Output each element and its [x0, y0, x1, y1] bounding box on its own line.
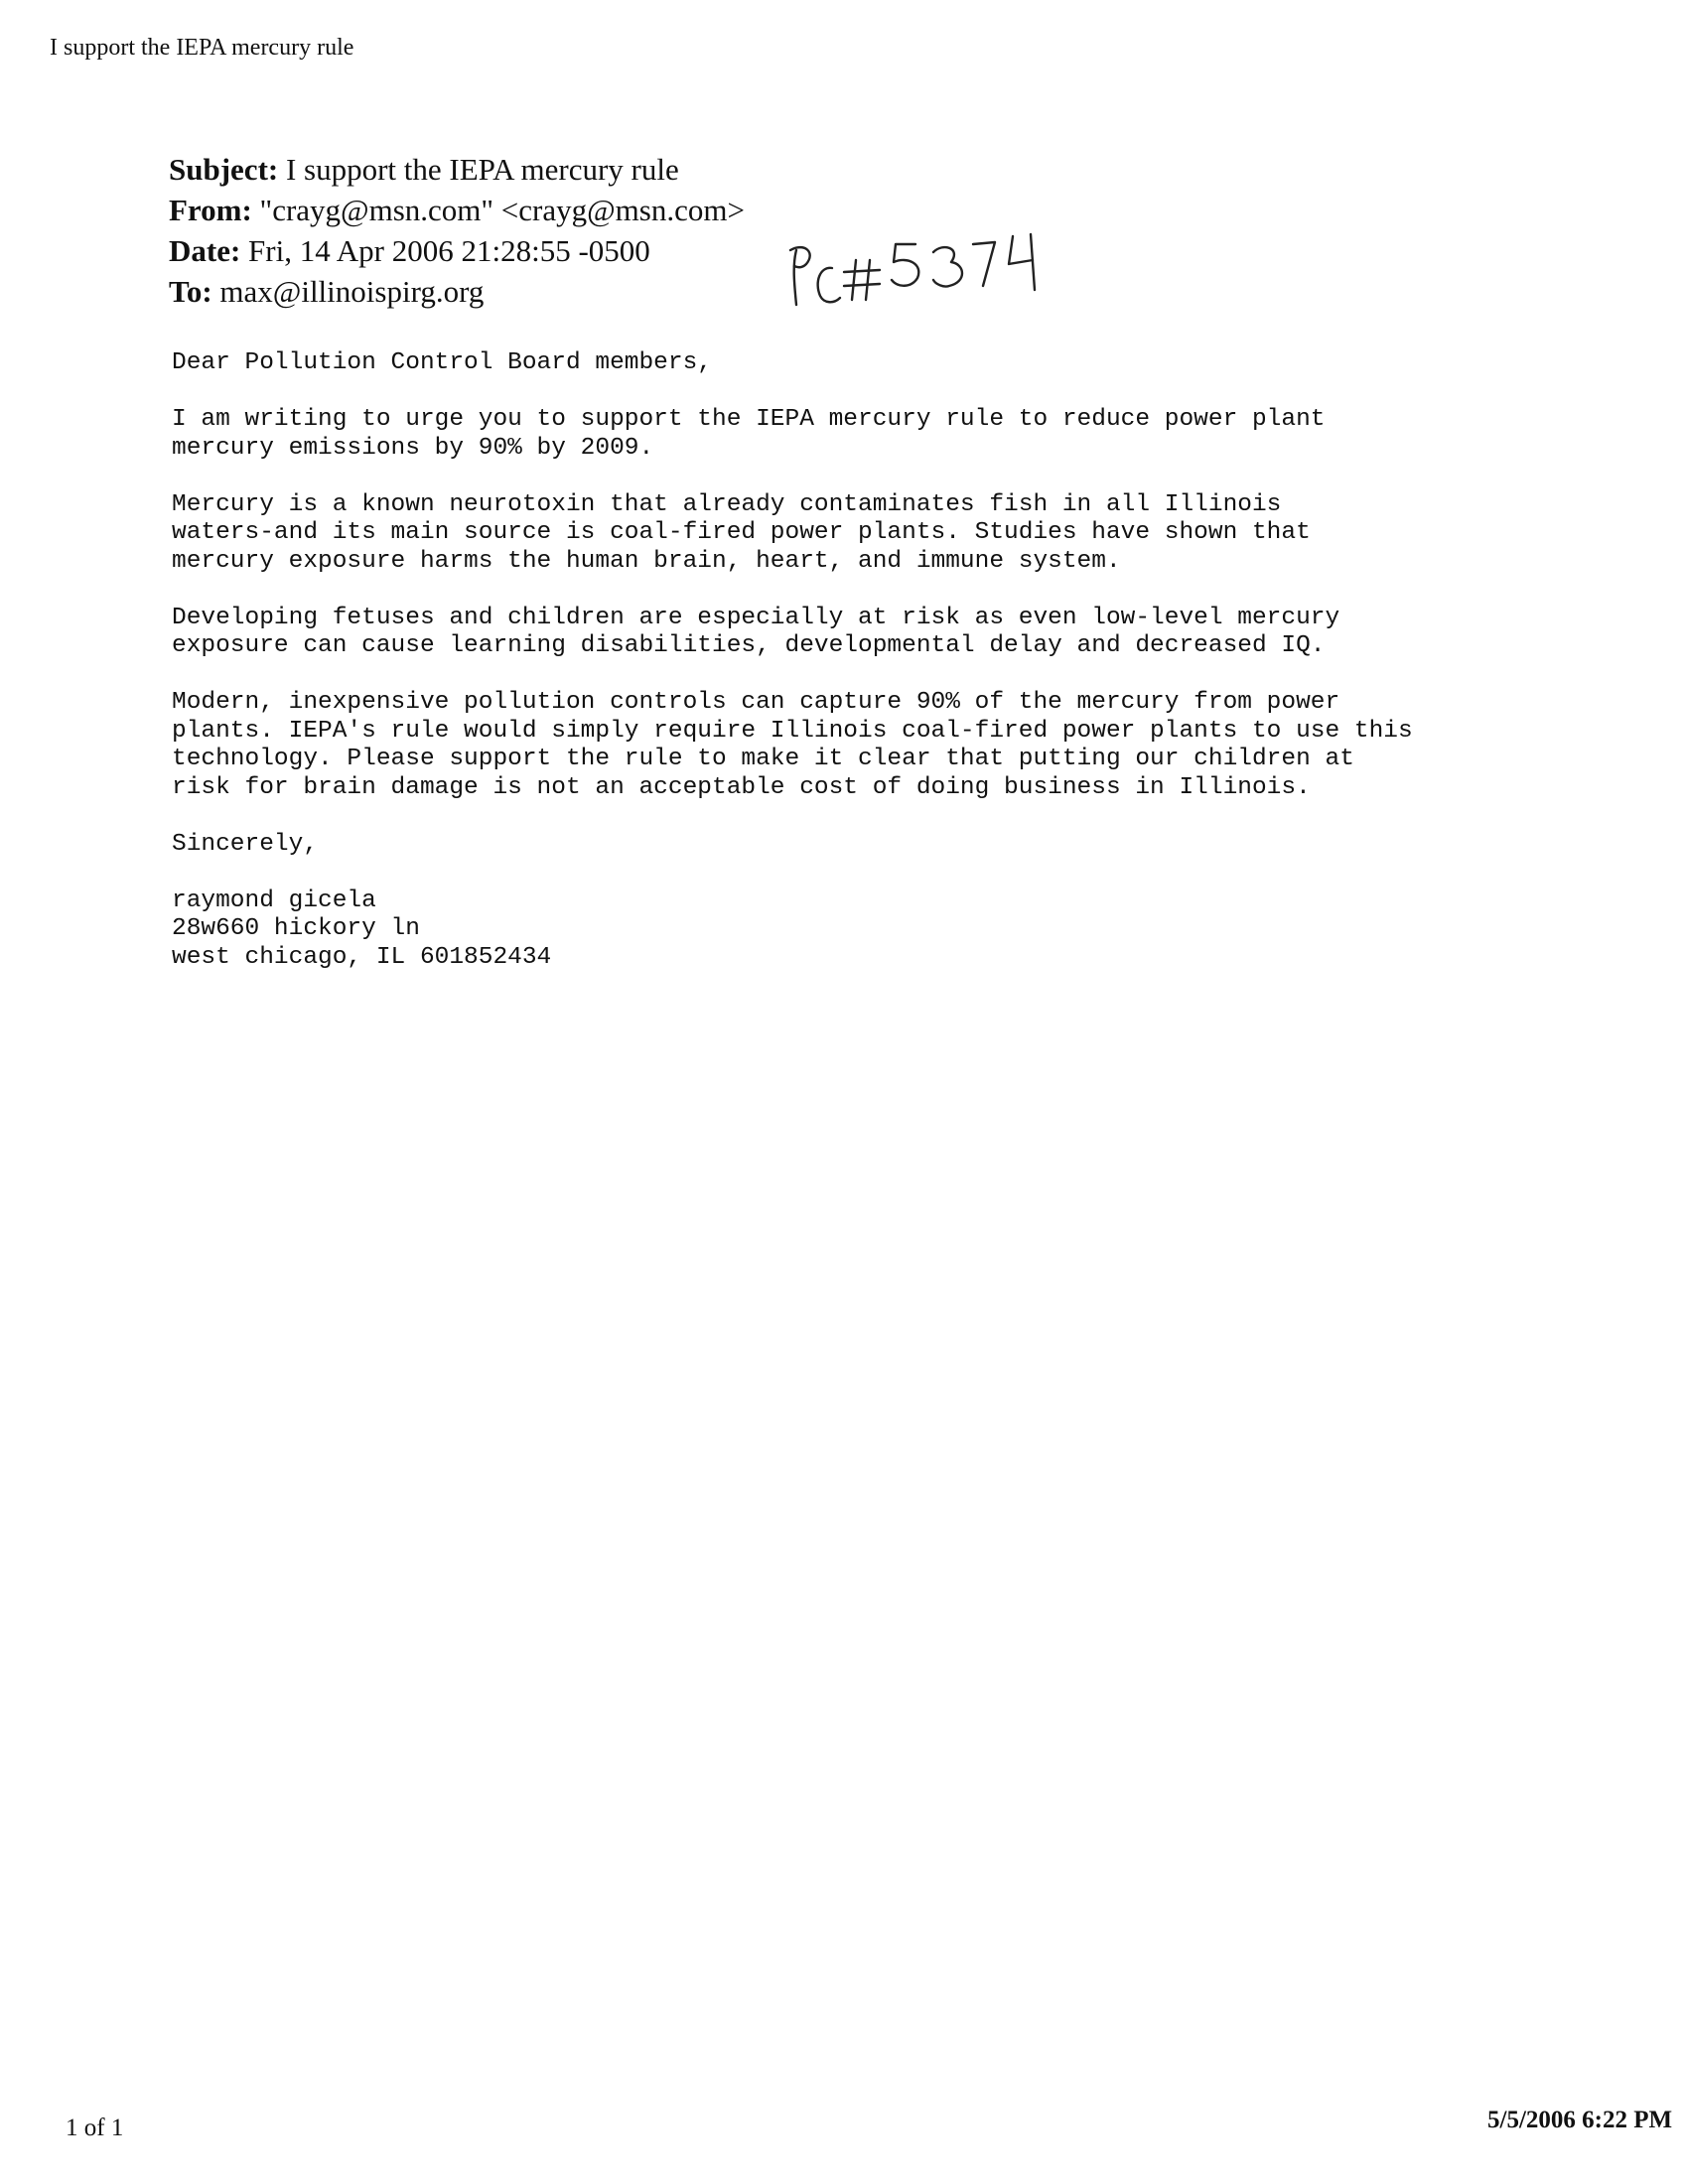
salutation: Dear Pollution Control Board members,	[172, 349, 712, 376]
body-paragraph: Modern, inexpensive pollution controls can capture 90% of the mercury from power plants. IEPA's rule would simply require Illinois coal-fired power plants to use this technology. Please support the rule to make it clear that putting our children at risk for brain damage is not an acceptable cost of doing business in Illinois.	[172, 689, 1413, 801]
page-count: 1 of 1	[66, 2115, 124, 2141]
to-label: To:	[169, 274, 212, 309]
closing: Sincerely,	[172, 830, 319, 858]
email-header-block	[169, 149, 745, 312]
subject-value: I support the IEPA mercury rule	[285, 152, 679, 187]
subject-label: Subject:	[169, 152, 279, 187]
signature-block	[172, 887, 1641, 973]
date-value: Fri, 14 Apr 2006 21:28:55 -0500	[248, 233, 650, 268]
from-label: From:	[169, 193, 252, 227]
from-row	[169, 190, 745, 230]
to-value: max@illinoispirg.org	[219, 274, 485, 309]
handwritten-stamp-drawing	[784, 230, 1052, 310]
subject-row	[169, 149, 745, 190]
handwritten-pc-number	[784, 230, 1052, 310]
page-header-title: I support the IEPA mercury rule	[50, 35, 354, 61]
signature-name: raymond gicela	[172, 887, 376, 914]
email-body	[172, 349, 1641, 972]
body-paragraph: I am writing to urge you to support the IEPA mercury rule to reduce power plant mercury emissions by 90% by 2009.	[172, 406, 1326, 462]
body-paragraph: Mercury is a known neurotoxin that already contaminates fish in all Illinois waters-and its main source is coal-fired power plants. Studies have shown that mercury exposure harms the human brain, heart, and immune system.	[172, 490, 1311, 575]
signature-city: west chicago, IL 601852434	[172, 943, 552, 971]
date-label: Date:	[169, 233, 241, 268]
date-row	[169, 230, 745, 271]
to-row	[169, 271, 745, 312]
body-paragraph: Developing fetuses and children are especially at risk as even low-level mercury exposure can cause learning disabilities, developmental delay and decreased IQ.	[172, 604, 1340, 659]
from-value: "crayg@msn.com" <crayg@msn.com>	[259, 193, 745, 227]
signature-street: 28w660 hickory ln	[172, 915, 420, 942]
print-timestamp: 5/5/2006 6:22 PM	[1487, 2107, 1673, 2133]
